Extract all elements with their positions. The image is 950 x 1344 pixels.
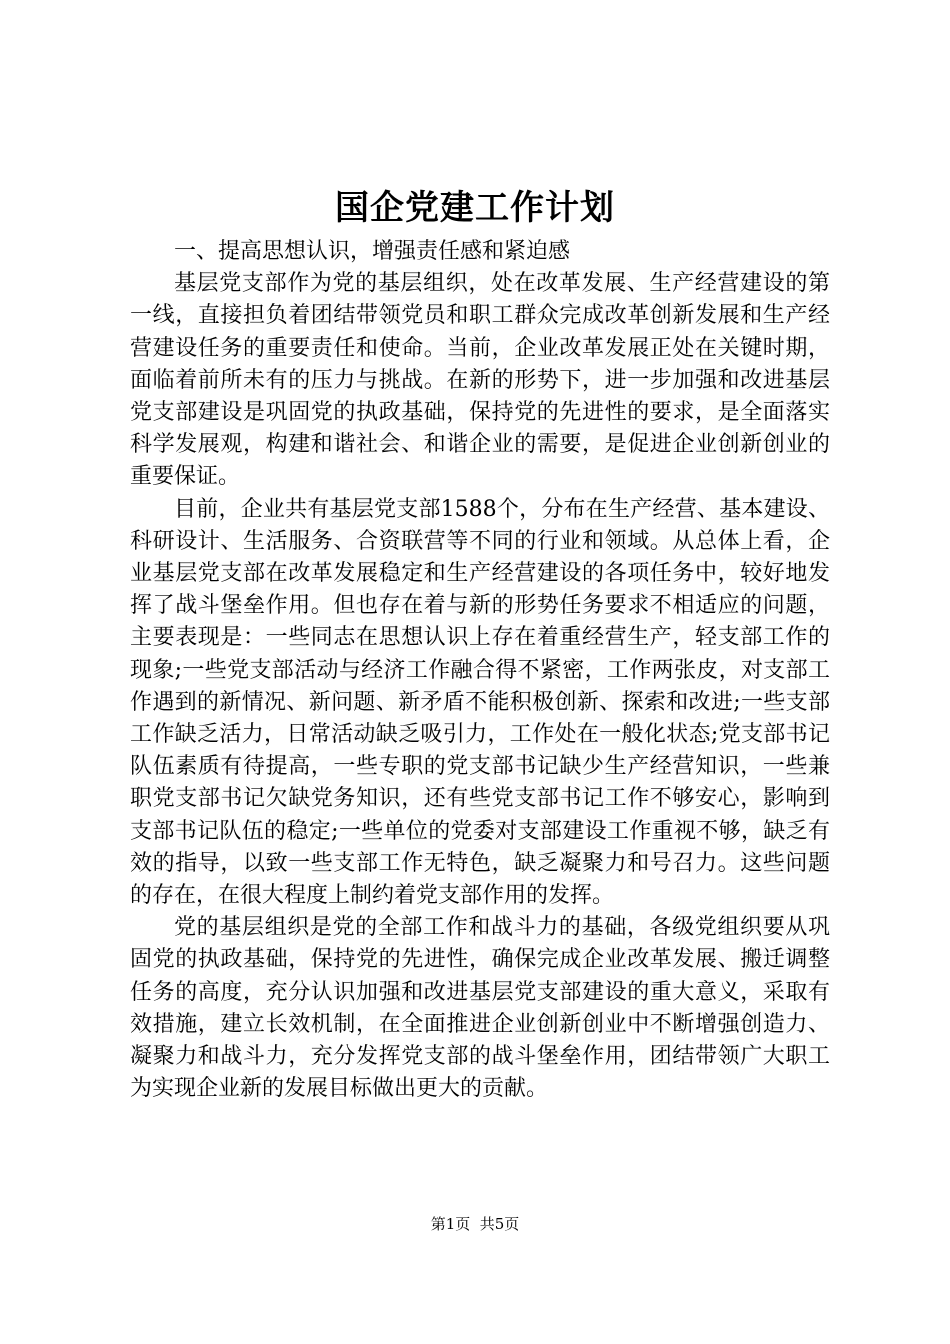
- paragraph-1: 基层党支部作为党的基层组织，处在改革发展、生产经营建设的第一线，直接担负着团结带领党员和职工群众完成改革创新发展和生产经营建设任务的重要责任和使命。当前，企业改革发展正处在关键时期，面临着前所未有的压力与挑战。在新的形势下，进一步加强和改进基层党支部建设是巩固党的执政基础，保持党的先进性的要求，是全面落实科学发展观，构建和谐社会、和谐企业的需要，是促进企业创新创业的重要保证。: [130, 271, 830, 490]
- paragraph-2: 目前，企业共有基层党支部1588个，分布在生产经营、基本建设、科研设计、生活服务、合资联营等不同的行业和领域。从总体上看，企业基层党支部在改革发展稳定和生产经营建设的各项任务中，较好地发挥了战斗堡垒作用。但也存在着与新的形势任务要求不相适应的问题，主要表现是：一些同志在思想认识上存在着重经营生产，轻支部工作的现象;一些党支部活动与经济工作融合得不紧密，工作两张皮，对支部工作遇到的新情况、新问题、新矛盾不能积极创新、探索和改进;一些支部工作缺乏活力，日常活动缺乏吸引力，工作处在一般化状态;党支部书记队伍素质有待提高，一些专职的党支部书记缺少生产经营知识，一些兼职党支部书记欠缺党务知识，还有些党支部书记工作不够安心，影响到支部书记队伍的稳定;一些单位的党委对支部建设工作重视不够，缺乏有效的指导，以致一些支部工作无特色，缺乏凝聚力和号召力。这些问题的存在，在很大程度上制约着党支部作用的发挥。: [130, 496, 830, 909]
- document-body: [130, 236, 830, 1105]
- document-title: 国企党建工作计划: [335, 188, 615, 228]
- section-heading: 一、提高思想认识，增强责任感和紧迫感: [174, 239, 571, 264]
- page-footer: 第1页 共5页: [430, 1215, 520, 1233]
- paragraph-3: 党的基层组织是党的全部工作和战斗力的基础，各级党组织要从巩固党的执政基础，保持党的先进性，确保完成企业改革发展、搬迁调整任务的高度，充分认识加强和改进基层党支部建设的重大意义，采取有效措施，建立长效机制，在全面推进企业创新创业中不断增强创造力、凝聚力和战斗力，充分发挥党支部的战斗堡垒作用，团结带领广大职工为实现企业新的发展目标做出更大的贡献。: [130, 915, 830, 1102]
